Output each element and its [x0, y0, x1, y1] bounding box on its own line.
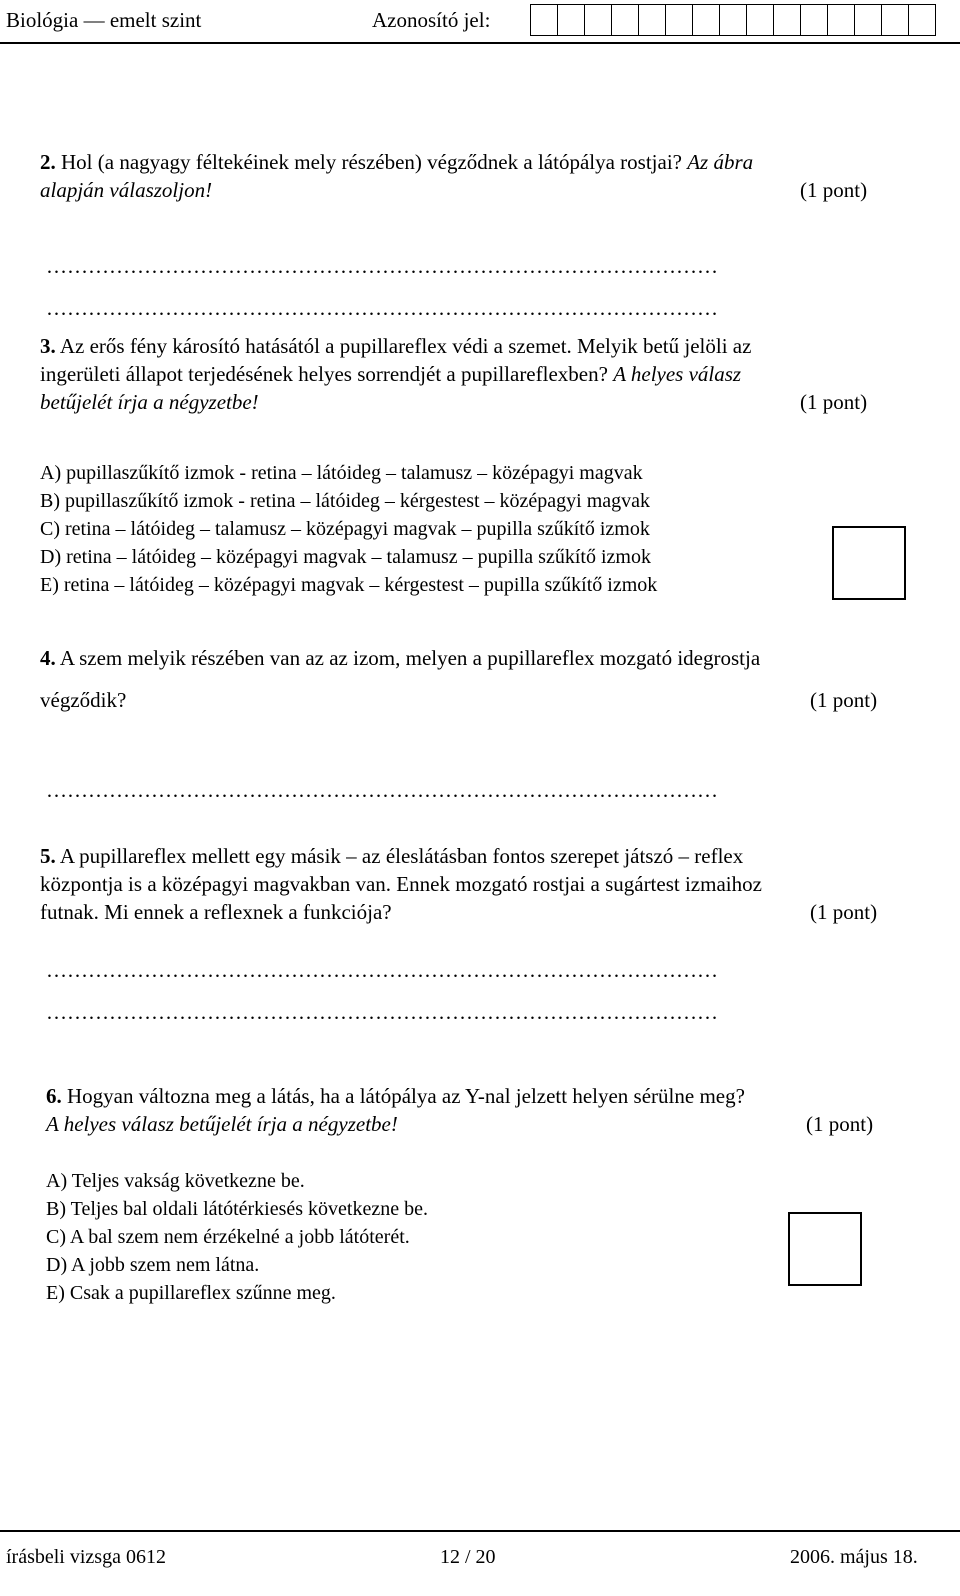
q5-points: (1 pont)	[810, 900, 878, 924]
header-rule	[0, 42, 960, 44]
q2-answer-line: ……………………………………………………………………………………	[46, 296, 718, 320]
q3-instruction: A helyes válasz	[613, 362, 742, 386]
id-box	[557, 4, 585, 36]
q4-text-cont: végződik?	[40, 688, 127, 712]
q2-instruction: Az ábra	[687, 150, 754, 174]
q3-option-b: B) pupillaszűkítő izmok - retina – látóideg – kérgestest – középagyi magvak	[40, 490, 651, 512]
q3-line2	[40, 362, 741, 387]
q5-text-cont: futnak. Mi ennek a reflexnek a funkciója?	[40, 900, 392, 924]
header-id-label: Azonosító jel:	[372, 8, 491, 32]
q6-option-b: B) Teljes bal oldali látótérkiesés következne be.	[46, 1198, 428, 1220]
q4-text: A szem melyik részében van az az izom, melyen a pupillareflex mozgató idegrostja	[59, 646, 761, 670]
q2-answer-line: ……………………………………………………………………………………	[46, 254, 718, 278]
q5-text-cont: központja is a középagyi magvakban van. Ennek mozgató rostjai a sugártest izmaihoz	[40, 872, 762, 896]
q4-answer-line: ……………………………………………………………………………………	[46, 778, 718, 802]
id-box	[638, 4, 666, 36]
q2-points: (1 pont)	[800, 178, 868, 202]
id-box	[908, 4, 936, 36]
id-box	[719, 4, 747, 36]
q5-number: 5.	[40, 844, 56, 868]
q4-number: 4.	[40, 646, 56, 670]
id-box	[827, 4, 855, 36]
q3-instruction-cont: betűjelét írja a négyzetbe!	[40, 390, 259, 414]
id-box	[665, 4, 693, 36]
q6-text: Hogyan változna meg a látás, ha a látópálya az Y-nal jelzett helyen sérülne meg?	[67, 1084, 745, 1108]
footer-exam: írásbeli vizsga 0612	[6, 1546, 166, 1568]
q6-points: (1 pont)	[806, 1112, 874, 1136]
q6-line1	[46, 1084, 745, 1109]
id-box	[854, 4, 882, 36]
id-box	[800, 4, 828, 36]
q5-answer-line: ……………………………………………………………………………………	[46, 958, 718, 982]
q3-text-cont: ingerületi állapot terjedésének helyes sorrendjét a pupillareflexben?	[40, 362, 608, 386]
id-box	[584, 4, 612, 36]
q2-text: Hol (a nagyagy féltekéinek mely részében) végződnek a látópálya rostjai?	[61, 150, 682, 174]
footer-rule	[0, 1530, 960, 1532]
q6-option-d: D) A jobb szem nem látna.	[46, 1254, 260, 1276]
id-box	[611, 4, 639, 36]
q6-instruction: A helyes válasz betűjelét írja a négyzetbe!	[46, 1112, 398, 1136]
header-subject: Biológia — emelt szint	[6, 8, 202, 32]
id-box	[881, 4, 909, 36]
q6-number: 6.	[46, 1084, 62, 1108]
q6-answer-box[interactable]	[788, 1212, 862, 1286]
q3-answer-box[interactable]	[832, 526, 906, 600]
q3-option-c: C) retina – látóideg – talamusz – középagyi magvak – pupilla szűkítő izmok	[40, 518, 650, 540]
q4-points: (1 pont)	[810, 688, 878, 712]
q3-line1	[40, 334, 751, 359]
q6-option-c: C) A bal szem nem érzékelné a jobb látóterét.	[46, 1226, 410, 1248]
q6-option-e: E) Csak a pupillareflex szűnne meg.	[46, 1282, 336, 1304]
footer-page-number: 12 / 20	[440, 1546, 496, 1568]
q5-answer-line: ……………………………………………………………………………………	[46, 1000, 718, 1024]
id-box	[692, 4, 720, 36]
q3-option-e: E) retina – látóideg – középagyi magvak – kérgestest – pupilla szűkítő izmok	[40, 574, 658, 596]
q3-option-d: D) retina – látóideg – középagyi magvak – talamusz – pupilla szűkítő izmok	[40, 546, 651, 568]
q4-line1	[40, 646, 760, 671]
q2-line1	[40, 150, 753, 175]
q3-number: 3.	[40, 334, 56, 358]
q3-text: Az erős fény károsító hatásától a pupillareflex védi a szemet. Melyik betű jelöli az	[59, 334, 752, 358]
id-box	[530, 4, 558, 36]
q2-number: 2.	[40, 150, 56, 174]
q2-instruction-cont: alapján válaszoljon!	[40, 178, 213, 202]
q5-text: A pupillareflex mellett egy másik – az éleslátásban fontos szerepet játszó – reflex	[59, 844, 744, 868]
q3-option-a: A) pupillaszűkítő izmok - retina – látóideg – talamusz – középagyi magvak	[40, 462, 643, 484]
q6-option-a: A) Teljes vakság következne be.	[46, 1170, 305, 1192]
id-box	[746, 4, 774, 36]
q5-line1	[40, 844, 743, 869]
q3-points: (1 pont)	[800, 390, 868, 414]
footer-date: 2006. május 18.	[790, 1546, 918, 1568]
id-box	[773, 4, 801, 36]
